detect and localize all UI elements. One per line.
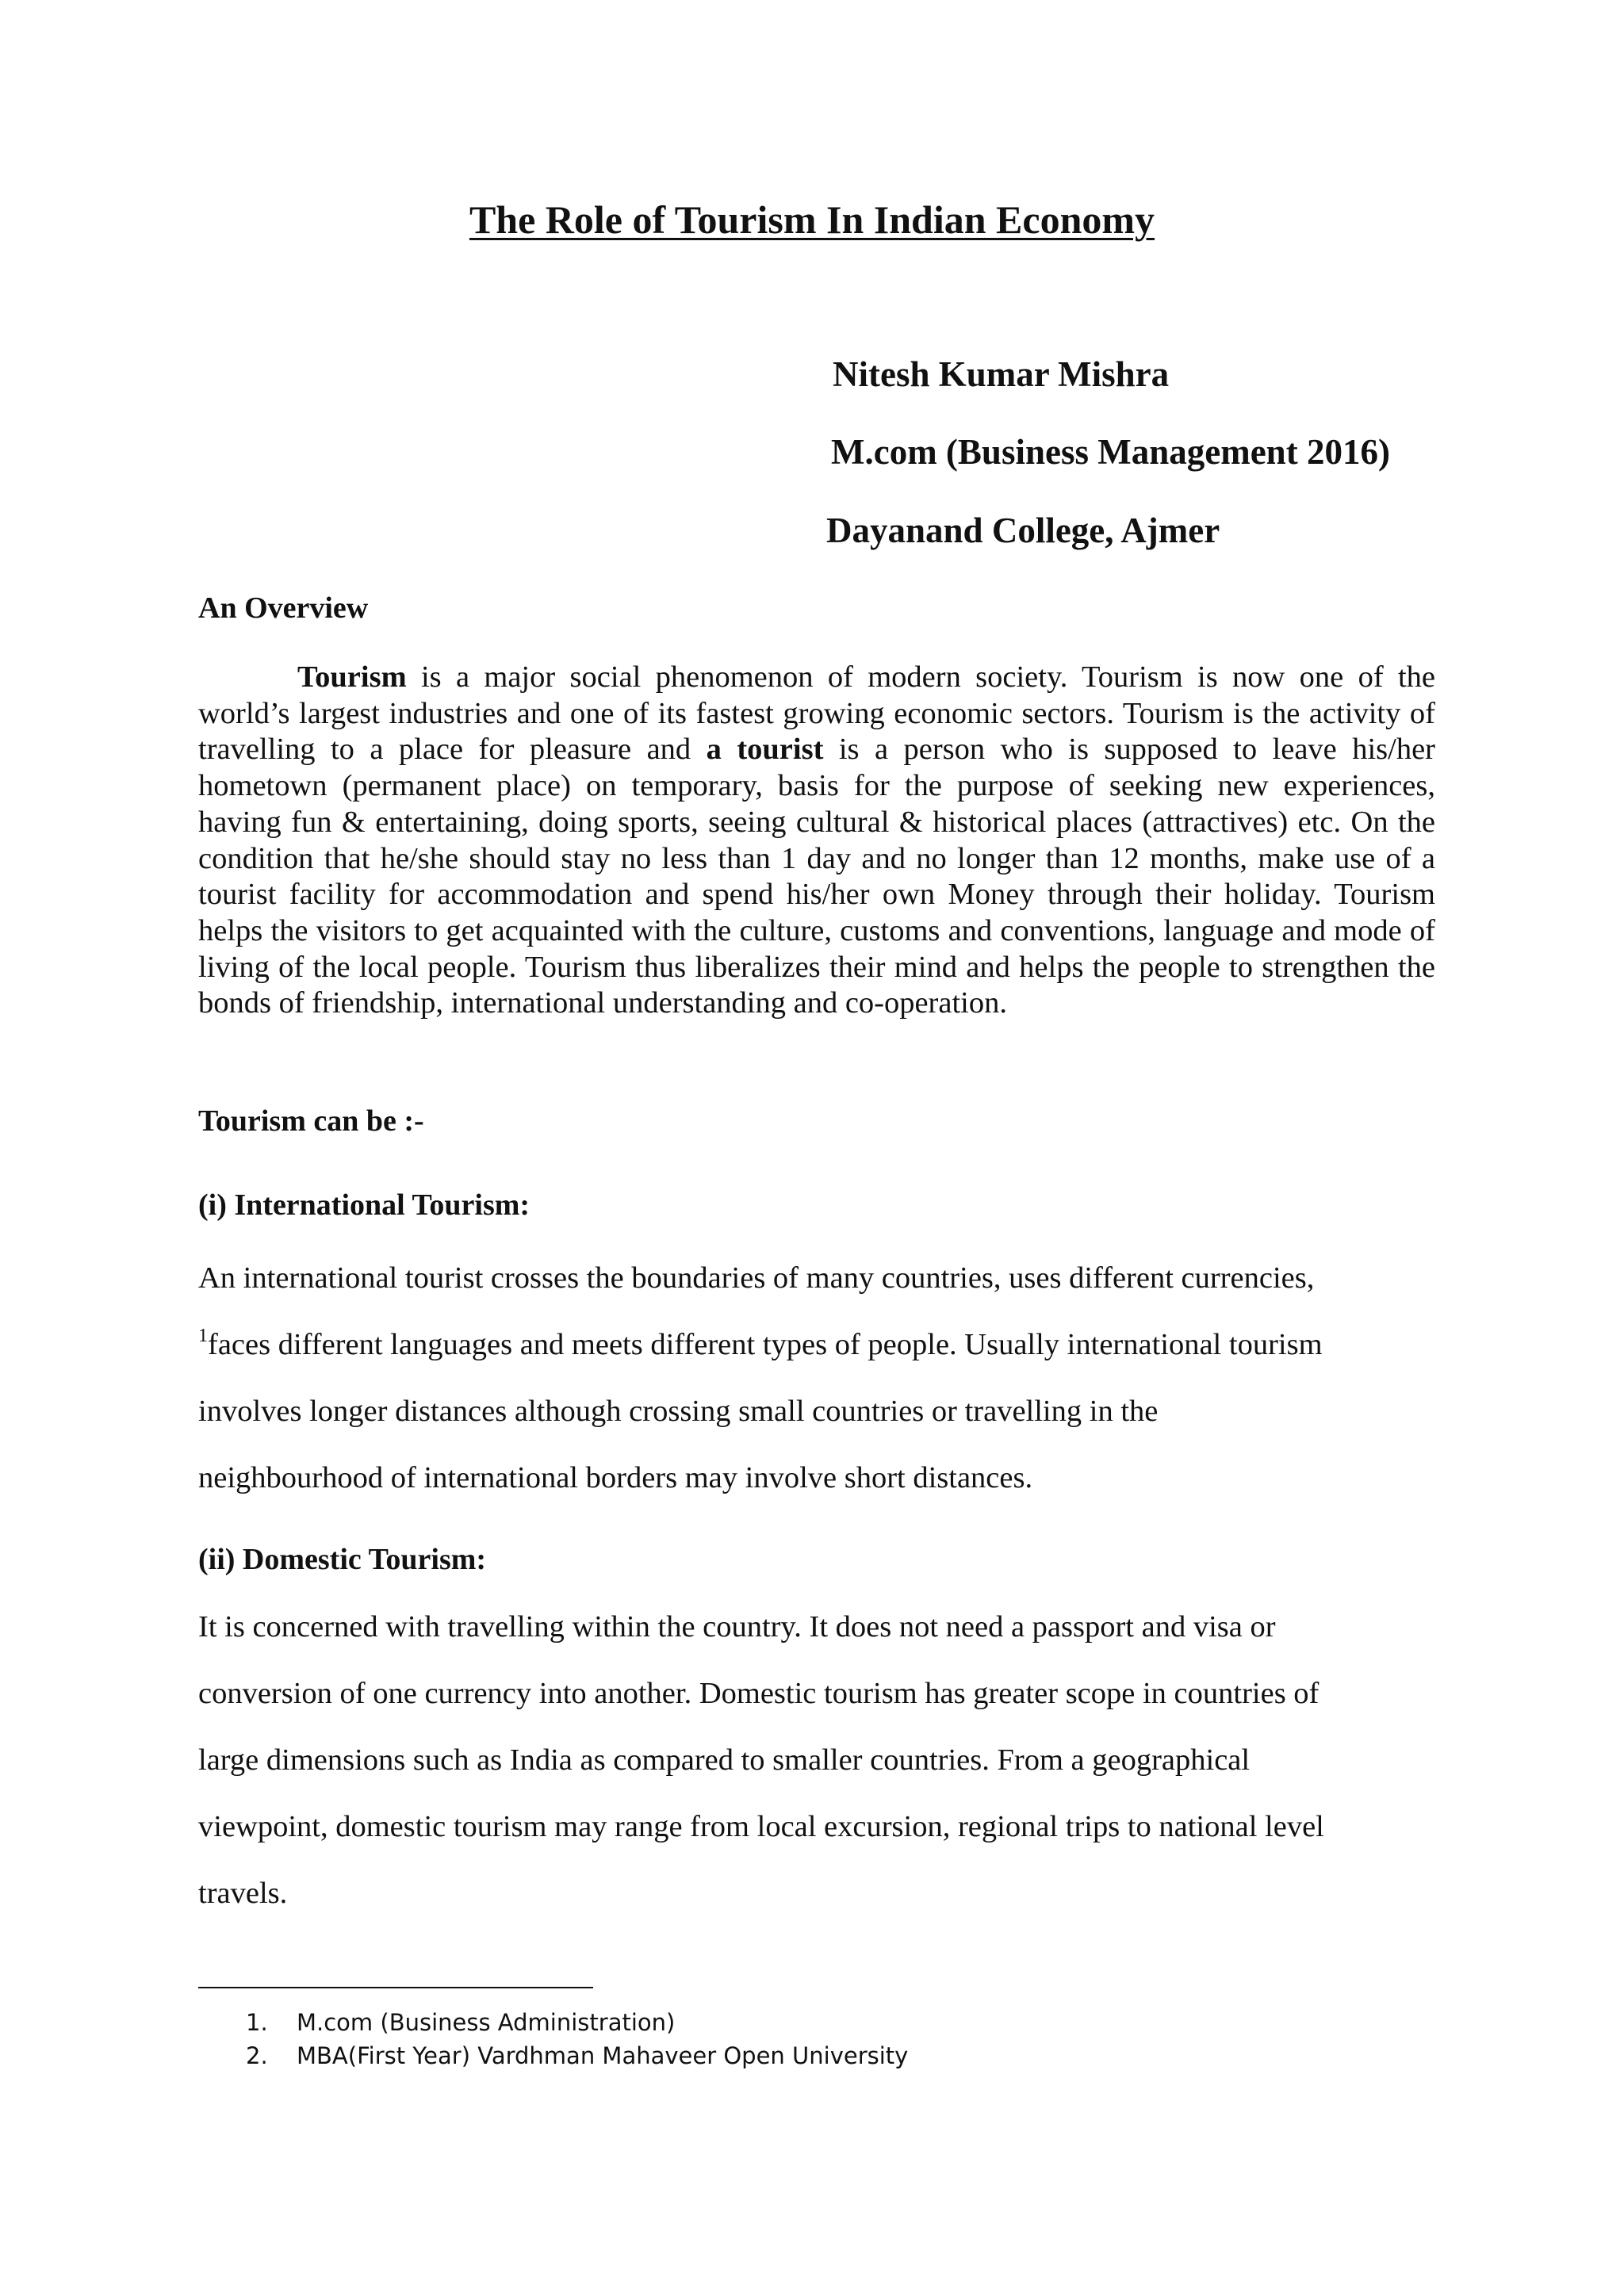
author-college: Dayanand College, Ajmer	[826, 511, 1220, 550]
footnote-number: 1.	[246, 2009, 268, 2036]
domestic-line-5: travels.	[198, 1877, 288, 1910]
domestic-line-4: viewpoint, domestic tourism may range from local excursion, regional trips to national level	[198, 1810, 1324, 1843]
footnote-marker: 1	[198, 1326, 208, 1346]
overview-term-tourist: a tourist	[706, 733, 824, 767]
footnote-item	[246, 2006, 908, 2039]
footnotes-list	[246, 2006, 908, 2072]
footnote-divider	[198, 1987, 593, 1988]
domestic-tourism-paragraph	[198, 1594, 1443, 1927]
author-name: Nitesh Kumar Mishra	[833, 354, 1170, 394]
domestic-line-2: conversion of one currency into another. Domestic tourism has greater scope in countries of	[198, 1677, 1320, 1710]
international-line-4: neighbourhood of international borders may involve short distances.	[198, 1461, 1033, 1494]
overview-text-part-1: is a major social phenomenon of modern society. Tourism is now one of the world’s largest industries and one of its fastest growing economic sectors. Tourism is the activity of travelling to a place for pleasure and	[198, 660, 1435, 767]
overview-text-part-2: is a person who is supposed to leave his/her hometown (permanent place) on temporary, basis for the purpose of seeking new experiences, having fun & entertaining, doing sports, seeing cultural & historical places (attractives) etc. On the condition that he/she should stay no less than 1 day and no longer than 12 months, make use of a tourist facility for accommodation and spend his/her own Money through their holiday. Tourism helps the visitors to get acquainted with the culture, customs and conventions, language and mode of living of the local people. Tourism thus liberalizes their mind and helps the people to strengthen the bonds of friendship, international understanding and co-operation.	[198, 733, 1435, 1020]
international-line-2	[198, 1311, 1443, 1378]
domestic-line-3: large dimensions such as India as compared to smaller countries. From a geographical	[198, 1743, 1251, 1777]
footnote-item	[246, 2039, 908, 2072]
international-line-2-text: faces different languages and meets different types of people. Usually international tourism	[208, 1328, 1323, 1361]
footnote-text: MBA(First Year) Vardhman Mahaveer Open University	[297, 2042, 909, 2069]
international-tourism-paragraph	[198, 1245, 1443, 1511]
domestic-tourism-heading: (ii) Domestic Tourism:	[198, 1543, 487, 1576]
overview-heading: An Overview	[198, 591, 369, 625]
tourism-types-heading: Tourism can be :-	[198, 1104, 424, 1138]
document-title: The Role of Tourism In Indian Economy	[469, 197, 1155, 242]
footnote-number: 2.	[246, 2042, 268, 2069]
overview-paragraph	[198, 660, 1435, 1022]
international-line-1: An international tourist crosses the boundaries of many countries, uses different currencies,	[198, 1261, 1315, 1295]
footnote-text: M.com (Business Administration)	[297, 2009, 676, 2036]
international-tourism-heading: (i) International Tourism:	[198, 1188, 530, 1222]
overview-term-tourism: Tourism	[297, 660, 407, 694]
domestic-line-1: It is concerned with travelling within the country. It does not need a passport and visa or	[198, 1610, 1276, 1644]
author-degree: M.com (Business Management 2016)	[831, 432, 1390, 472]
international-line-3: involves longer distances although crossing small countries or travelling in the	[198, 1395, 1159, 1428]
